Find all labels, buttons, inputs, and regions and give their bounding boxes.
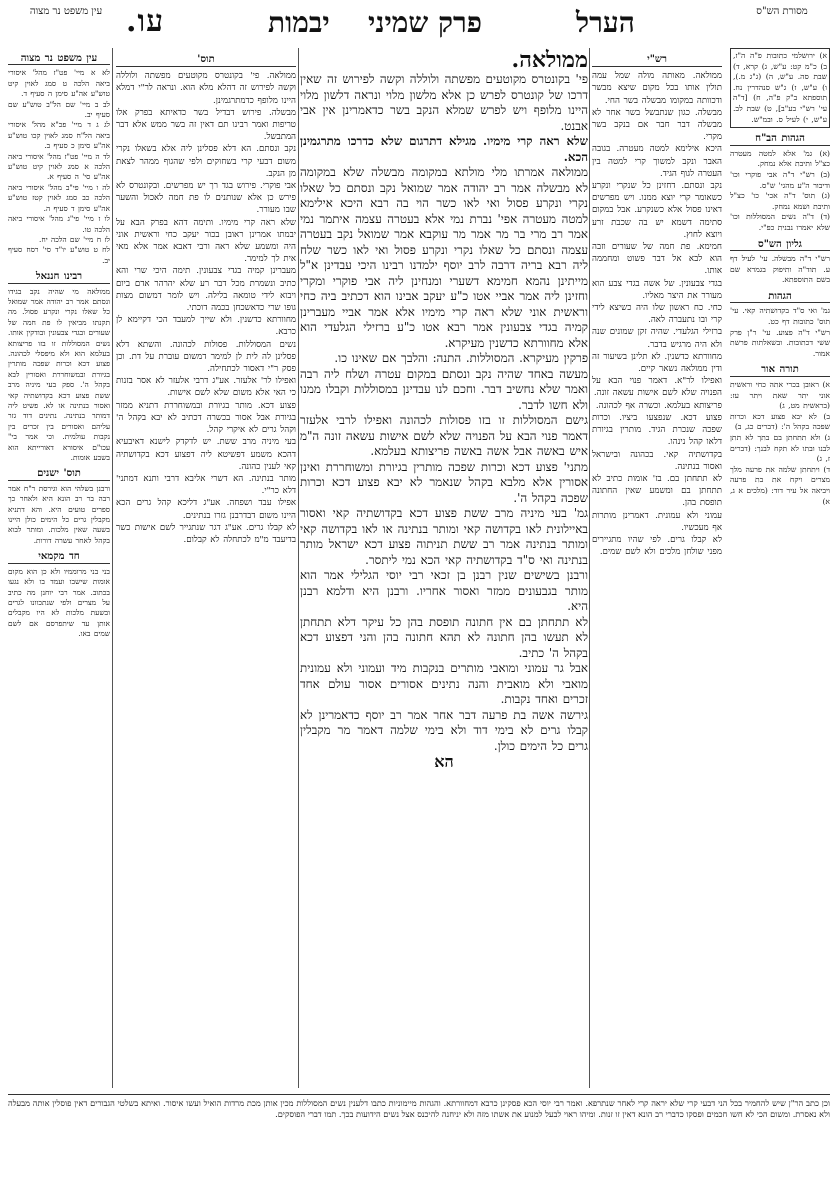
tosafot-entry: מבשלה. פירוש דבדיל בשר כדאיתא בפרק אלו טריפות ואמר רבינו תם דאין זה בשר ממש אלא דבר המתבשל.	[116, 107, 296, 143]
torah-ohr-title: תורה אור	[730, 365, 830, 377]
tosafot-yeshanim-title: תוס' ישנים	[8, 469, 110, 480]
gilyon-entry: רש"י ד"ה מבשלה. עי' לעיל דף ע. תוד"ה ותיפוק בגמרא שם בשם התוספתא.	[730, 254, 830, 285]
ein-mishpat-entry: לז ח מיי' שם הלכה יח.	[38, 234, 110, 244]
chapter-label: פרק שמיני	[368, 6, 482, 39]
bottom-commentary: וכן כתב הר"ן שיש להחמיר בכל הני דבעי קרי שלא יראה קרי לאחר שנתרפא. ואמר רבי יוסי הכא פסקינן כרבא דמחוורתא. והגהות מיימוניות כתבו דלענין נשים המסוללות מכין אותן מכת מרדות הואיל ועשו איסור. ואיתא בשלטי הגבורים דאין פוסלין אותה מבעלה ולא נאסרת. ומשום הכי לא חשו חכמים ופסקו כדברי רב הונא דאין זו זנות. ומיהו ראוי לבעל למנוע את אשתו מזה ולא יניחנה להיכנס אצל נשים הידועות בכך. תמו דברי הפוסקים.	[8, 1094, 830, 1178]
ein-mishpat-title: עין משפט נר מצוה	[8, 54, 110, 65]
gemara-paragraph: פרקין מעיקרא. המסוללות. התנה: והלבך אם שאינו כו.	[334, 351, 588, 365]
rashi-entry: לא קבלו גרים. לפי שהיו מתגיירים מפני שולחן מלכים ולא לשם שמים.	[592, 534, 722, 558]
tosafot-title: תוס'	[116, 54, 296, 67]
tosafot-entry: נקב ונסתם. הא דלא פסלינן ליה אלא בשאלו נקרי משום דבעי קרי בשחוקים ולפי שהגוף ממהר לצאת מן הנקב.	[116, 144, 296, 179]
rashi-entry: ואפילו לר"א. דאמר פנוי הבא על הפנויה שלא לשם אישות עשאה זונה.	[592, 376, 722, 399]
ein-mishpat-entry: לב ב מיי' שם הל"ב טוש"ע שם סעיף יב.	[8, 99, 110, 120]
haggahot2-entry: גמ' ואי ס"ד בקדושתיה קאי. עי' תוס' כתובות דף כט.	[730, 306, 830, 327]
gemara-paragraph: גירשה אשה בת פרעה דבר אחר אמר רב יוסף כדאמרינן לא קבלו גרים לא בימי דוד ולא בימי שלמה דאמר מר מקבלין גרים כל הימים כולן.	[300, 707, 588, 753]
tosafot-entry: מעברינן קמיה בגדי צבעונין. תימה היכי שרי והא כתיב ונשמרת מכל דבר רע שלא יהרהר אדם ביום ויבוא לידי טומאה בלילה. ויש לומר דמשום מצות גופו שרי כדאשכחן בכמה דוכתי.	[116, 266, 296, 314]
column-divider	[589, 48, 590, 1088]
gemara-paragraph: מעשה באחד שהיה נקב ונסתם במקום עטרה ושלח ליה רבה ואמר שלא נחשיב דבר. וחכם לנו עבדינן במסוללות וקבלו ממנו ולא חשו לדבר.	[300, 366, 588, 412]
rabbeinu-chananel-text: ממולאה מי שהיה נקב בגידו ונסתם אמר רב יהודה אמר שמואל כל שאלו נקרי ונקרע פסול. מה תקנתו מביאין לו פת חמה של שעורים ובגדי צבעונין ובודקין אותו. נשים המסוללות זו בזו פריצותא בעלמא הוא ולא מיפסלי לכהונה. פצוע דכא וכרות שפכה מותרין בגיורת ובמשוחררת ואסורין לבא בקהל ה'. ספק בעי מיניה מרב ששת פצוע דכא בקדושתיה קאי ואסור בנתינה או לא. פשיט ליה דמותר בנתינה. נתינים דוד גזר עליהם ואסורים בין זכרים בין נקבות עולמית. וכי אמר בי" עכו"ם איסורא דאורייתא הוא בשבע אומות.	[8, 286, 110, 463]
haggahot-entry: (ב) רש"י ד"ה אבי פוקרי וכו' ודיבור ה"ע מהגי' ש"ס.	[730, 169, 830, 190]
haggahot2-entry: רש"י ד"ה פצוע. עי' ר"ן פרק ששי דכתובות. ובשאלתות פרשת אמור.	[730, 327, 830, 358]
rashi-entry: עמוני ולא עמונית. דאמרינן מותרות אף מעכשיו.	[592, 510, 722, 533]
haggahot-entry: (א) גמ' אלא למטה מעטרה כצ"ל ותיבת אלא נמחק.	[730, 148, 830, 169]
gemara-column	[300, 48, 588, 1088]
masoret-hashas	[730, 48, 830, 128]
tosafot-entry: אבי פוקרי. פירוש בגד רך יש מפרשים. ובקונטרס לא פירש כן אלא שנותנים לו פת חמה לאכול והשער שבו מעורר.	[116, 181, 296, 216]
tosafot-entry: בעי מיניה מרב ששת. יש לדקדק לישנא דאיבעיא דהכא משמע דפשיטא ליה דפצוע דכא בקדושתיה קאי לענין כהונה.	[116, 437, 296, 472]
gemara-paragraph: אבל גר עמוני ומואבי מותרים בנקבות מיד ועמוני ולא עמונית מואבי ולא מואבית והנה נתינים אסורים אסור עולם אחד זכרים ואחד נקבות.	[300, 661, 588, 706]
column-divider	[298, 48, 299, 1088]
chad-mikamai-text: בני בני מרוממיו ולא כן הוא מקום אומות שישבו ועמד בו ולא נגעו בכתוב. אמר רבי יוחנן מה כתיב על מצרים ולפי שנתכוונו לגרים ובשעת מלכות לא היו מקבלים אותן עד שיתפרסם אם לשם שמים באו.	[8, 566, 110, 639]
rashi-entry: מבשלה. כגון שנתבשל בשר אחר לא מבשלה דבר חבר אם בנקב בשר מקרי.	[592, 107, 722, 143]
torah-ohr-entry: ד) ויתחתן שלמה את פרעה מלך מצרים ויקח את בת פרעה ויביאה אל עיר דוד: (מלכים א ג, א)	[730, 464, 830, 506]
ein-mishpat-entry: לה ו מיי' פי"ב מהל' איסורי ביאה הלכה כב סמג לאוין קטז טוש"ע אה"ע סימן ד סעיף ה.	[8, 182, 110, 213]
rashi-entry: ממולאה. מאותה מולה שמל עמה תולין אותו בכל מקום שיצא מבשר ודכוותה במקומו מבשלה בשר החי.	[592, 71, 722, 106]
column-divider	[112, 48, 113, 1088]
folio-number: עו.	[126, 4, 165, 39]
tosafot-entry: ממולאה. פי' בקונטרס מקוטעים מפשתה ולוללה וקשה לפירוש זה דהלא מלא הוא. ונראה לר"י דמלא היינו מלופף כדמתרגמינן.	[116, 71, 296, 106]
gemara-paragraph: פי' בקונטרס מקוטעים מפשתה ולוללה וקשה לפירוש זה שאין דרכו של קונטרס לפרש כן אלא מלשון מלוי ונראה דלשון מלוי היינו מלופף ויש לפרש שמלא הנקב בשר כדאמרינן אין אבי אבנט.	[300, 72, 588, 133]
haggahot-entry: (ג) תוס' ד"ה אכי' כו' כצ"ל ותיבת ושמא נמחק.	[730, 191, 830, 211]
gemara-paragraph: ממולאה אמרתו מלי מולתא במקומה מבשלה שלא במקומה לא מבשלה אמר רב יהודה אמר שמואל נקב ונסתם כל שאלו נקרי ונקרע פסול ואי לאו כשר הוי בה רבא היכא אילימא למטה מעטרה אפי' נברת נמי אלא בעטרה עצמה איתמר נמי אמר רב מרי בר מר אמר מר עוקבא אמר שמואל נקב בעטרה עצמה ונסתם כל שאלו נקרי ונקרע פסול ואי לאו כשר שלח ליה רבא בריה דרבה לרב יוסף ילמדנו רבינו היכי עבדינן א"ל מייתינן נהמא חמימא דשערי ומנחינן ליה אבי פוקרי ומקרי וחזינן ליה אמר אביי אטו כ"ע יעקב אבינו הוא דכתיב ביה כחי וראשית אוני שלא ראה קרי מימיו אלא אמר אביי מעברינן קמיה בגדי צבעונין אמר רבא אטו כ"ע ברזילי הגלעדי הוא אלא מחוורתא כדשנין מעיקרא.	[300, 165, 588, 350]
left-margin-column	[8, 48, 110, 1136]
torah-ohr-entry: א) ראובן בכרי אתה כחי וראשית אוני יתר שאת ויתר עז: (בראשית מט, ג)	[730, 380, 830, 411]
haggahot-bach-title: הגהות הב"ח	[730, 134, 830, 146]
ein-mishpat-entry: לו ז מיי' פי"ג מהל' איסורי ביאה הלכה טו.	[8, 214, 110, 234]
gemara-paragraph: גמ' בעי מיניה מרב ששת פצוע דכא בקדושתיה קאי ואסור באיילונית לאו בקדושה קאי ומותר בנתינה או לאו בקדושה קאי ומותר בנתינה אמר רב ששת תניתוה פצוע דכא ישראל מותר בנתינה ואי ס"ד בקדושתיה קאי הכא נמי ליתסר.	[300, 506, 588, 567]
rashi-entry: ברזילי הגלעדי. שהיה זקן שמונים שנה ולא היה מרגיש בדבר.	[592, 327, 722, 350]
tosafot-yeshanim-text: ורבנן בשלהי הוא וגירסת ר"ח אמר רבה בר רב הונא היא ולאחר כך ספרים טועים היא. והא דתניא מקבלין גרים כל הימים כולן היינו בשעה שאין מלכות. ומותר לבוא בקהל לאחר עשרה דורות.	[8, 483, 110, 545]
tosafot-column	[116, 48, 296, 1088]
ein-mishpat-entry: לא א מיי' פט"ז מהל' איסורי ביאה הלכה ט סמג לאוין קיט טוש"ע אה"ע סימן ה סעיף ד.	[8, 68, 110, 99]
gilyon-title: גליון הש"ס	[730, 240, 830, 252]
gemara-lead-word: ממולאה.	[511, 48, 588, 73]
gemara-paragraph: שלא ראה קרי מימיו. מגילא דתרגום שלא כדרכו מתרגמינן הכא.	[300, 134, 588, 164]
rashi-entry: פריצותא בעלמא. וכשרה אף לכהונה.	[595, 400, 722, 411]
ein-mishpat-entry: לח ט טוש"ע יו"ד סי' רסח סעיף יב.	[8, 245, 110, 265]
rashi-column	[592, 48, 722, 1088]
tosafot-entry: מותר בנתינה. הא דשרי אליבא דרבי ותנא דמתני' דלא כר"י.	[116, 473, 296, 497]
rashi-title: רש"י	[592, 54, 722, 67]
tosafot-entry: אפילו עבד ושפחה. אע"ג דליכא קהל גרים הכא היינו משום דבדרבנן גזרו בנתינים.	[116, 498, 296, 521]
rashi-entry: פצוע דכא. שנפצעו ביציו. וכרות שפכה שנכרת הגיד. מותרין בגיורת דלאו קהל נינהו.	[592, 412, 722, 448]
masoret-entry: א) ירושלמי כתובות פ"ה ה"ז, ב) כ"מ קט: ע"ש, ג) קרא, ד) שבת סה. ע"ש, ה) (ג"ג מ.), ו) ע"ש, ז) ג"ש סנהדרין נח. תוספתא ב"ק פ"ה, ח) [ד"ה עי' רש"י בע"ב], ט) שבת לב. ע"ש, י) לעיל ס. ובמ"ש.	[733, 51, 827, 124]
tosafot-entry: לא קבלו גרים. אע"ג דגר שנתגייר לשם אישות כשר בדיעבד מ"מ לכתחלה לא קבלום.	[116, 522, 296, 545]
rashi-entry: בגדי צבעונין. של אשה בגדי צבע הוא מעורר את היצר מאליו.	[592, 278, 722, 301]
rabbeinu-chananel-title: רבינו חננאל	[8, 272, 110, 283]
tosafot-entry: נשים המסוללות. פסולות לכהונה. והשתא דלא פסלינן לה לית לן למימר דמשום עוברת על דת. וכן פסק ר"י דאסור לכתחילה.	[116, 339, 296, 375]
torah-ohr-entry: ג) ולא תתחתן בם בתך לא תתן לבנו ובתו לא תקח לבנך: (דברים ז, ג)	[730, 433, 830, 464]
chad-mikamai-title: חד מקמאי	[8, 552, 110, 563]
haggahot2-title: הגהות	[730, 292, 830, 304]
rashi-entry: חמימא. פת חמה של שעורים וזבה הוא לבא אל דבר פשוט ומחממה אותו.	[592, 242, 722, 277]
rashi-entry: מחוורתא כדשנין. לא תלינן בשיעור זה ודין ממולאה נשאר קיים.	[592, 351, 722, 375]
rashi-entry: בקדושתיה קאי. בכהונה ובישראל ואסור בנתינה.	[592, 449, 722, 472]
corner-left-label: עין משפט נר מצוה	[29, 6, 103, 17]
gemara-closing: הא	[434, 752, 454, 771]
rashi-entry: היכא אילימא למטה מעטרה. בגובה האבר ונקב למשוך קרי למטה בין העטרה לגוף הגיד.	[592, 144, 722, 179]
corner-right-label: מסורת הש"ס	[756, 6, 808, 17]
page-header	[8, 4, 826, 48]
rashi-entry: נקב ונסתם. דחזינן כל שנקרי ונקרע כשאומר קרי יוצא ממנו. ויש מפרשים דאינו פסול אלא כשנקרע. אבל במקום סתימה דשמא יש בה שכבת זרע ויוצא לחוץ.	[592, 181, 722, 240]
gemara-paragraph: גישם המסוללות זו בזו פסולות לכהונה ואפילו לרבי אלעזר דאמר פנוי הבא על הפנויה שלא לשם אישות עשאה זונה ה"מ איש באשה אבל אשה באשה פריצותא בעלמא.	[300, 413, 588, 458]
ein-mishpat-entry: לד ה מיי' פט"ז מהל' איסורי ביאה הלכה א סמג לאוין קיט טוש"ע אה"ע סי' ה סעיף א.	[8, 151, 110, 182]
gemara-paragraph: לא תתחתן בם אין חתונה תופסת בהן כל עיקר דלא תתחתן לא תעשו בהן חתונה לא תהא חתונה בהן והני דפצוע דכא בקהל ה' כתיב.	[300, 614, 588, 660]
tosafot-entry: שלא ראה קרי מימיו. ותימה דהא בפרק הבא על יבמתו אמרינן ראובן בכור יעקב כחי וראשית אוני היה ומשמע שלא ראה ורבי דאבא אמר אלא מאי אית לך למימר.	[116, 217, 296, 265]
ein-mishpat-entry: לג ג ד מיי' פכ"א מהל' איסורי ביאה הל"ח סמג לאוין קכו טוש"ע אה"ע סימן כ סעיף ב.	[8, 120, 110, 151]
tosafot-entry: פצוע דכא. מותר בגיורת ובמשוחררת דתניא ממזר בגיורת אבל אסור בכשרה דכתיב לא יבא בקהל ה' וקהל גרים לא איקרי קהל.	[116, 400, 296, 436]
tosafot-entry: ואפילו לר' אלעזר. אע"ג דרבי אלעזר לא אסר בזנות כי האי אלא משום שלא לשם אישות.	[116, 376, 296, 399]
tractate-name: יבמות	[268, 6, 330, 39]
tosafot-entry: מחוורתא כדשנין. ולא שייך למעבד הכי דקיימא לן כרבא.	[116, 315, 296, 338]
right-margin-column	[730, 48, 830, 868]
chapter-name: הערל	[576, 6, 635, 39]
torah-ohr-entry: ב) לא יבא פצוע דכא וכרות שפכה בקהל ה': (דברים כג, ב)	[730, 411, 830, 432]
rashi-entry: לא תתחתן בם. בז' אומות כתיב לא תתחתן בם ומשמע שאין החתונה תופסת בהן.	[592, 473, 722, 509]
haggahot-entry: (ד) ד"ה נשים המסוללות וכו' שלא יאמרו נבנית כפ"י.	[730, 212, 830, 232]
gemara-paragraph: ורבנן בשישים שנין רבנן בן זכאי רבי יוסי הגלילי אמר הוא מותר בגבעונים ממזר ואסור אחריו. ורבנן היא ודלמא רבנן היא.	[300, 568, 588, 613]
rashi-entry: כחי. כח ראשון שלו היה כשיצא לידי קרי ובו נתעברה לאה.	[592, 303, 722, 326]
gemara-paragraph: מתני' פצוע דכא וכרות שפכה מותרין בגיורת ומשוחררת ואינן אסורין אלא מלבא בקהל שנאמר לא יבא פצוע דכא וכרות שפכה בקהל ה'.	[300, 459, 588, 505]
